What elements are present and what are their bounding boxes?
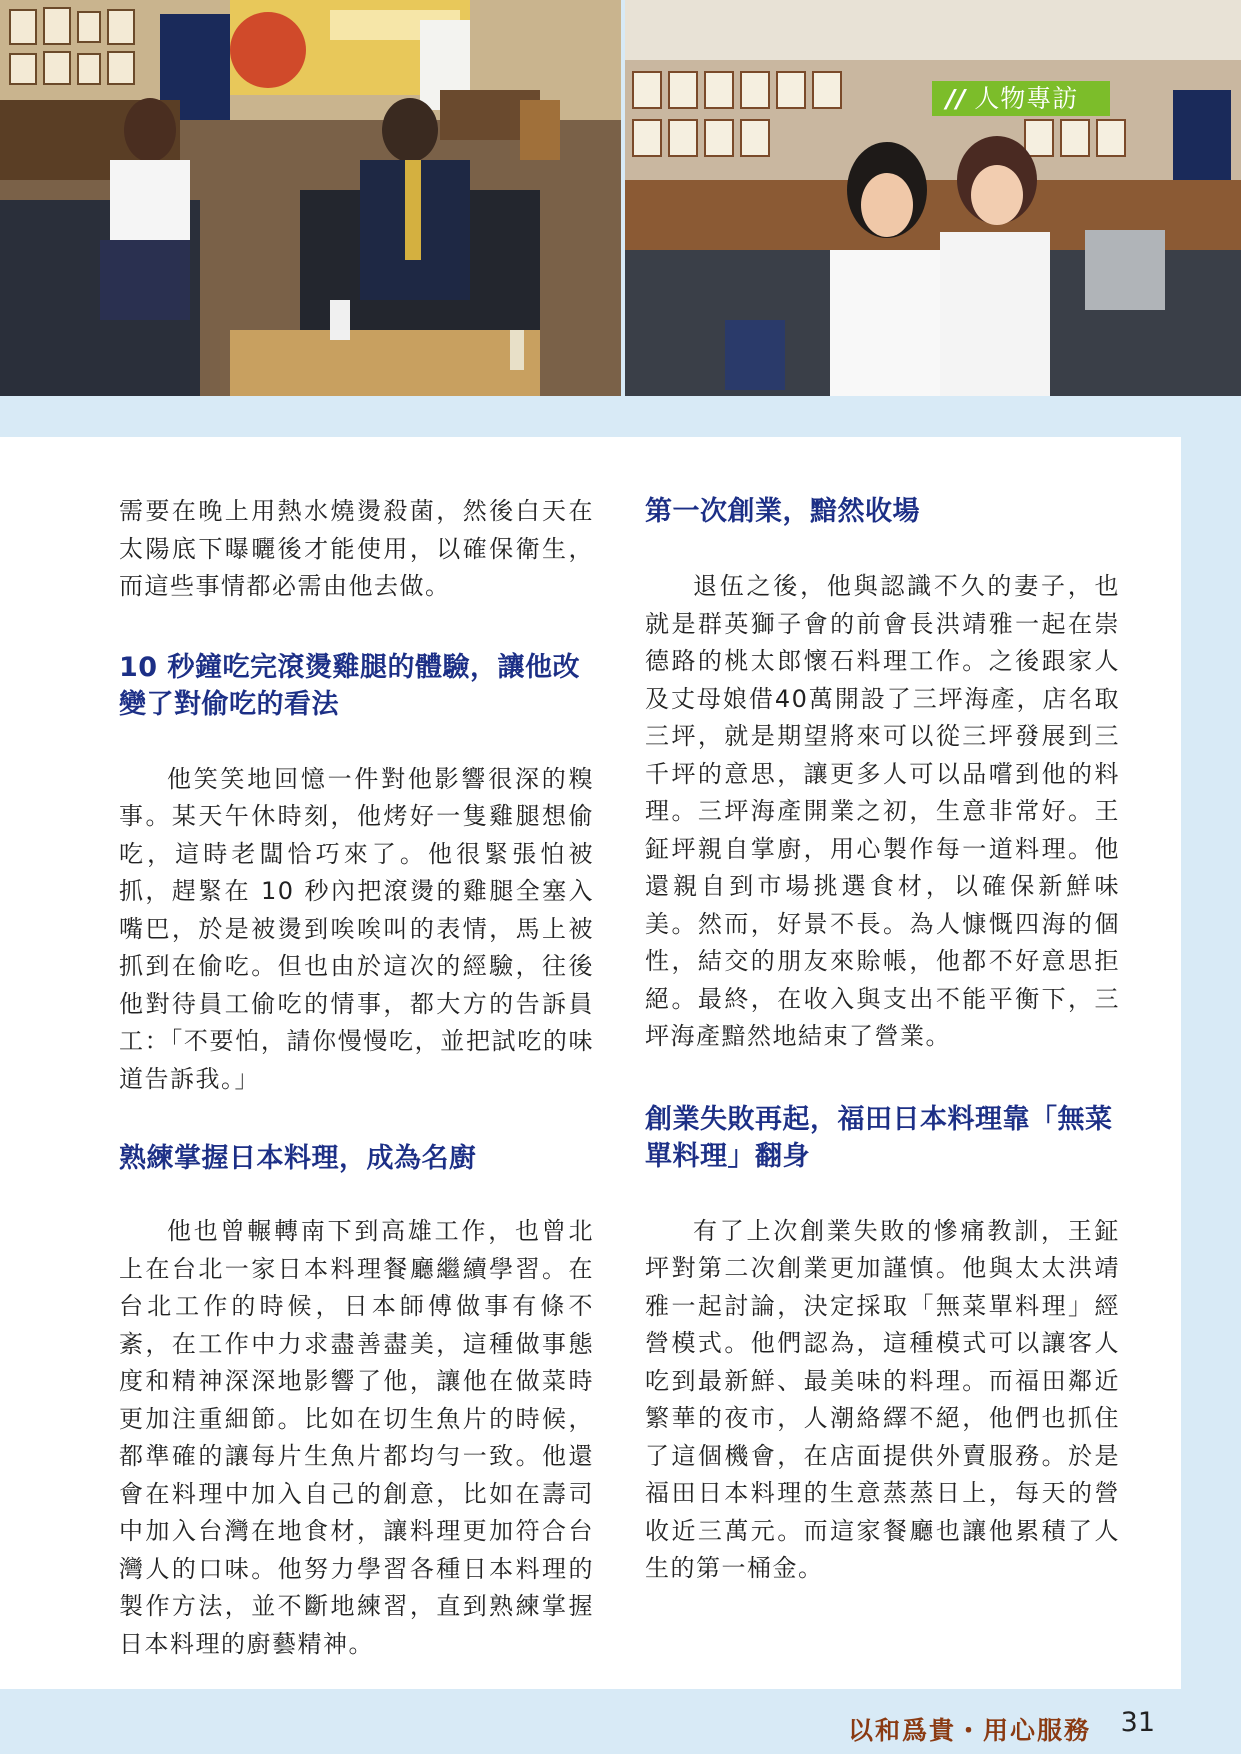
page-number: 31 [1120,1707,1155,1738]
tag-slash: // [946,84,967,113]
section-heading: 10 秒鐘吃完滾燙雞腿的體驗，讓他改變了對偷吃的看法 [119,651,580,720]
paragraph: 他也曾輾轉南下到高雄工作，也曾北上在台北一家日本料理餐廳繼續學習。在台北工作的時候，日本師傅做事有條不紊，在工作中力求盡善盡美，這種做事態度和精神深深地影響了他，讓他在做菜時更加注重細節。比如在切生魚片的時候，都準確的讓每片生魚片都均勻一致。他還會在料理中加入自己的創意，比如在壽司中加入台灣在地食材，讓料理更加符合台灣人的口味。他努力學習各種日本料理的製作方法，並不斷地練習，直到熟練掌握日本料理的廚藝精神。 [119,1217,594,1658]
paragraph: 有了上次創業失敗的慘痛教訓，王鉦坪對第二次創業更加謹慎。他與太太洪靖雅一起討論，決定採取「無菜單料理」經營模式。他們認為，這種模式可以讓客人吃到最新鮮、最美味的料理。而福田鄰近繁華的夜市，人潮絡繹不絕，他們也抓住了這個機會，在店面提供外賣服務。於是福田日本料理的生意蒸蒸日上，每天的營收近三萬元。而這家餐廳也讓他累積了人生的第一桶金。 [645,1216,1120,1582]
article-body [0,437,1181,1689]
section-heading: 第一次創業，黯然收場 [645,496,920,527]
section-heading: 熟練掌握日本料理，成為名廚 [119,1143,477,1174]
right-column [645,437,1120,1588]
paragraph: 需要在晚上用熱水燒燙殺菌，然後白天在太陽底下曝曬後才能使用，以確保衛生，而這些事情都必需由他去做。 [119,497,594,600]
paragraph: 退伍之後，他與認識不久的妻子，也就是群英獅子會的前會長洪靖雅一起在崇德路的桃太郎懷石料理工作。之後跟家人及丈母娘借40萬開設了三坪海產，店名取三坪，就是期望將來可以從三坪發展到三千坪的意思，讓更多人可以品嚐到他的料理。三坪海產開業之初，生意非常好。王鉦坪親自掌廚，用心製作每一道料理。他還親自到市場挑選食材，以確保新鮮味美。然而，好景不長。為人慷慨四海的個性，結交的朋友來賒帳，他都不好意思拒絕。最終，在收入與支出不能平衡下，三坪海產黯然地結束了營業。 [645,572,1120,1050]
left-column [119,437,594,1663]
portrait-photo [625,0,1241,396]
footer-slogan: 以和爲貴・用心服務 [847,1716,1091,1745]
section-tag [932,81,1110,116]
page-footer [0,1689,1241,1754]
section-heading: 創業失敗再起，福田日本料理靠「無菜單料理」翻身 [645,1103,1113,1172]
interview-photo [0,0,621,396]
paragraph: 他笑笑地回憶一件對他影響很深的糗事。某天午休時刻，他烤好一隻雞腿想偷吃，這時老闆恰巧來了。他很緊張怕被抓，趕緊在 10 秒內把滾燙的雞腿全塞入嘴巴，於是被燙到唉唉叫的表情，馬上被抓到在偷吃。但也由於這次的經驗，往後他對待員工偷吃的情事，都大方的告訴員工：「不要怕，請你慢慢吃，並把試吃的味道告訴我。」 [119,764,594,1093]
tag-label: 人物專訪 [974,84,1079,113]
